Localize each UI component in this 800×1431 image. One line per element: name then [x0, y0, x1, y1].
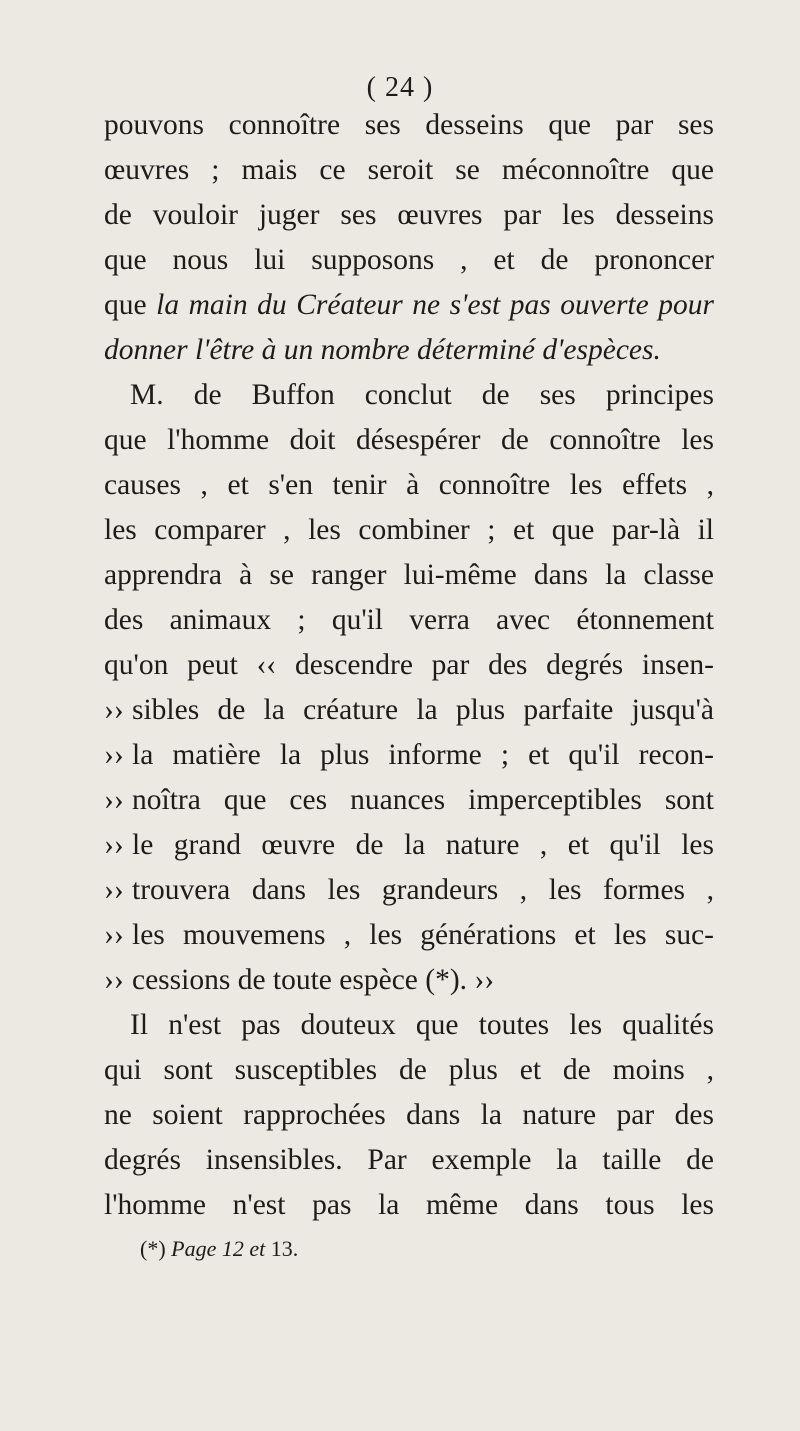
quoted-line — [104, 688, 714, 733]
text-line: ne soient rapprochées dans la nature par des — [104, 1099, 714, 1131]
quoted-line — [104, 823, 714, 868]
text-line: apprendra à se ranger lui-même dans la classe — [104, 559, 714, 591]
quoted-line — [104, 778, 714, 823]
text-line: les comparer , les combiner ; et que par-là il — [104, 514, 714, 546]
text-run: la matière la plus informe ; et qu'il recon- — [132, 739, 714, 771]
text-line: des animaux ; qu'il verra avec étonnement — [104, 604, 714, 636]
quoted-line — [104, 913, 714, 958]
text-line: œuvres ; mais ce seroit se méconnoître que — [104, 154, 714, 186]
text-line: qu'on peut ‹‹ descendre par des degrés insen- — [104, 649, 714, 681]
quote-mark: ›› — [104, 784, 124, 816]
footnote-ref: Page 12 et — [171, 1236, 266, 1261]
text-run: sibles de la créature la plus parfaite jusqu'à — [132, 694, 714, 726]
text-line: l'homme n'est pas la même dans tous les — [104, 1189, 714, 1221]
body-text — [104, 103, 714, 1228]
footnote-marker: (*) — [140, 1236, 166, 1261]
text-line: degrés insensibles. Par exemple la taille de — [104, 1144, 714, 1176]
quote-mark: ›› — [104, 919, 124, 951]
quoted-line — [104, 868, 714, 913]
text-run: le grand œuvre de la nature , et qu'il les — [132, 829, 714, 861]
text-line: pouvons connoître ses desseins que par ses — [104, 109, 714, 141]
quoted-line — [104, 958, 714, 1003]
italic-quote: donner l'être à un nombre déterminé d'espèces. — [104, 334, 661, 366]
footnote — [140, 1236, 298, 1262]
quoted-line — [104, 733, 714, 778]
text-line: causes , et s'en tenir à connoître les effets , — [104, 469, 714, 501]
text-run: trouvera dans les grandeurs , les formes , — [132, 874, 714, 906]
text-run: noîtra que ces nuances imperceptibles sont — [132, 784, 714, 816]
page-number: ( 24 ) — [366, 72, 434, 103]
quote-mark: ›› — [104, 964, 124, 996]
paragraph-start: M. de Buffon conclut de ses principes — [130, 379, 714, 411]
text-run: que — [104, 289, 157, 321]
quote-mark: ›› — [104, 829, 124, 861]
text-line: qui sont susceptibles de plus et de moins , — [104, 1054, 714, 1086]
text-line: de vouloir juger ses œuvres par les desseins — [104, 199, 714, 231]
text-run: cessions de toute espèce (*). ›› — [132, 964, 495, 996]
quote-mark: ›› — [104, 694, 124, 726]
footnote-rest: 13. — [265, 1236, 299, 1261]
text-line: que nous lui supposons , et de prononcer — [104, 244, 714, 276]
italic-quote: la main du Créateur ne s'est pas ouverte pour — [156, 289, 714, 321]
quote-mark: ›› — [104, 739, 124, 771]
text-line — [104, 328, 714, 373]
paragraph-start: Il n'est pas douteux que toutes les qualités — [130, 1009, 714, 1041]
text-line: que l'homme doit désespérer de connoître les — [104, 424, 714, 456]
text-run: les mouvemens , les générations et les suc- — [132, 919, 714, 951]
quote-mark: ›› — [104, 874, 124, 906]
text-line — [104, 283, 714, 328]
